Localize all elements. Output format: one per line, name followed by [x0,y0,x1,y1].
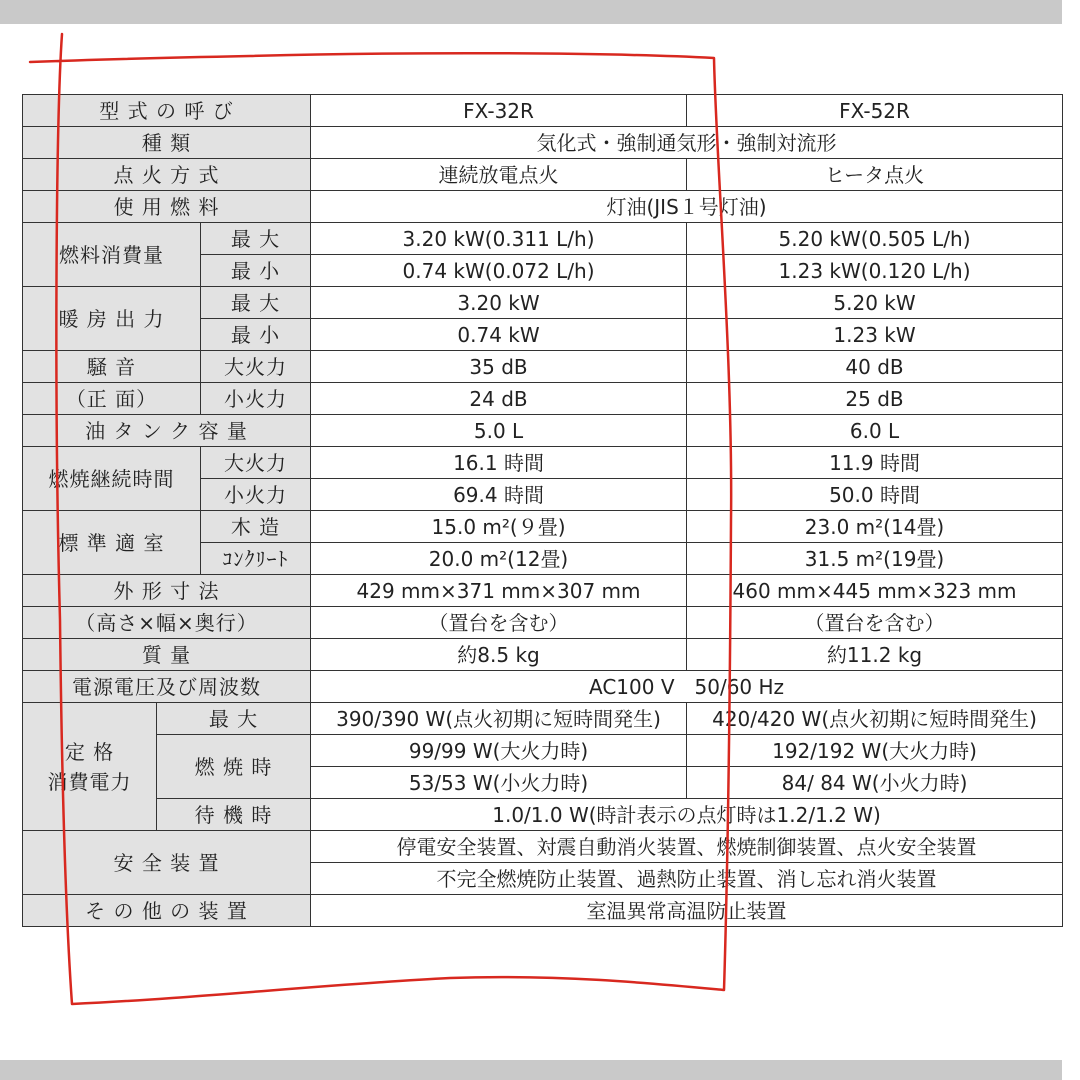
value-fuel-consumption-min-fx32: 0.74 kW(0.072 L/h) [311,255,687,287]
value-dimensions-fx52-line2: （置台を含む） [687,607,1063,639]
row-rated-max [23,703,1063,735]
value-rated-standby: 1.0/1.0 W(時計表示の点灯時は1.2/1.2 W) [311,799,1063,831]
row-model-name [23,95,1063,127]
value-mass-fx52: 約11.2 kg [687,639,1063,671]
value-noise-high-fx52: 40 dB [687,351,1063,383]
row-room-wood [23,511,1063,543]
sublabel-noise-low: 小火力 [201,383,311,415]
value-heating-min-fx32: 0.74 kW [311,319,687,351]
label-model-name: 型 式 の 呼 び [23,95,311,127]
value-rated-max-fx52: 420/420 W(点火初期に短時間発生) [687,703,1063,735]
value-rated-burn-low-fx32: 53/53 W(小火力時) [311,767,687,799]
label-fuel-consumption: 燃料消費量 [23,223,201,287]
value-power-supply: AC100 V 50/60 Hz [311,671,1063,703]
sublabel-rated-standby: 待 機 時 [157,799,311,831]
sublabel-fuel-max: 最 大 [201,223,311,255]
value-mass-fx32: 約8.5 kg [311,639,687,671]
label-rated-power-line2: 消費電力 [47,769,132,794]
value-safety-line2: 不完全燃焼防止装置、過熱防止装置、消し忘れ消火装置 [311,863,1063,895]
value-ignition-fx32: 連続放電点火 [311,159,687,191]
value-ignition-fx52: ヒータ点火 [687,159,1063,191]
label-power-supply: 電源電圧及び周波数 [23,671,311,703]
sublabel-room-concrete: ｺﾝｸﾘｰﾄ [201,543,311,575]
row-ignition [23,159,1063,191]
value-other: 室温異常高温防止装置 [311,895,1063,927]
label-mass: 質 量 [23,639,311,671]
value-burn-high-fx32: 16.1 時間 [311,447,687,479]
label-other: そ の 他 の 装 置 [23,895,311,927]
value-burn-high-fx52: 11.9 時間 [687,447,1063,479]
row-type [23,127,1063,159]
value-rated-max-fx32: 390/390 W(点火初期に短時間発生) [311,703,687,735]
sublabel-room-wood: 木 造 [201,511,311,543]
label-noise-line2: （正 面） [23,383,201,415]
value-noise-low-fx32: 24 dB [311,383,687,415]
row-fuel [23,191,1063,223]
value-heating-min-fx52: 1.23 kW [687,319,1063,351]
value-type: 気化式・強制通気形・強制対流形 [311,127,1063,159]
label-heating-output: 暖 房 出 力 [23,287,201,351]
sublabel-fuel-min: 最 小 [201,255,311,287]
sublabel-noise-high: 大火力 [201,351,311,383]
value-noise-low-fx52: 25 dB [687,383,1063,415]
value-burn-low-fx52: 50.0 時間 [687,479,1063,511]
value-room-concrete-fx32: 20.0 m²(12畳) [311,543,687,575]
row-dimensions-1 [23,575,1063,607]
sublabel-rated-burn: 燃 焼 時 [157,735,311,799]
value-room-wood-fx32: 15.0 m²(９畳) [311,511,687,543]
row-tank [23,415,1063,447]
value-dimensions-fx32-line2: （置台を含む） [311,607,687,639]
value-fuel-consumption-max-fx52: 5.20 kW(0.505 L/h) [687,223,1063,255]
row-rated-burn-high [23,735,1063,767]
value-room-concrete-fx52: 31.5 m²(19畳) [687,543,1063,575]
label-burn-time: 燃焼継続時間 [23,447,201,511]
value-rated-burn-high-fx52: 192/192 W(大火力時) [687,735,1063,767]
label-type: 種 類 [23,127,311,159]
value-tank-fx32: 5.0 L [311,415,687,447]
label-rated-power [23,703,157,831]
spec-table [22,94,1063,927]
sublabel-heating-max: 最 大 [201,287,311,319]
value-rated-burn-low-fx52: 84/ 84 W(小火力時) [687,767,1063,799]
label-dimensions-line1: 外 形 寸 法 [23,575,311,607]
row-fuel-consumption-max [23,223,1063,255]
label-room: 標 準 適 室 [23,511,201,575]
value-fuel-consumption-min-fx52: 1.23 kW(0.120 L/h) [687,255,1063,287]
value-safety-line1: 停電安全装置、対震自動消火装置、燃焼制御装置、点火安全装置 [311,831,1063,863]
row-safety-1 [23,831,1063,863]
value-room-wood-fx52: 23.0 m²(14畳) [687,511,1063,543]
value-noise-high-fx32: 35 dB [311,351,687,383]
value-dimensions-fx32-line1: 429 mm×371 mm×307 mm [311,575,687,607]
row-noise-high [23,351,1063,383]
sublabel-burn-low: 小火力 [201,479,311,511]
value-fuel: 灯油(JIS１号灯油) [311,191,1063,223]
label-dimensions-line2: （高さ×幅×奥行） [23,607,311,639]
value-heating-max-fx52: 5.20 kW [687,287,1063,319]
sublabel-rated-max: 最 大 [157,703,311,735]
sublabel-heating-min: 最 小 [201,319,311,351]
label-noise-line1: 騒 音 [23,351,201,383]
value-dimensions-fx52-line1: 460 mm×445 mm×323 mm [687,575,1063,607]
value-tank-fx52: 6.0 L [687,415,1063,447]
label-tank: 油 タ ン ク 容 量 [23,415,311,447]
label-safety: 安 全 装 置 [23,831,311,895]
row-other [23,895,1063,927]
sublabel-burn-high: 大火力 [201,447,311,479]
value-rated-burn-high-fx32: 99/99 W(大火力時) [311,735,687,767]
model-fx52r: FX-52R [687,95,1063,127]
model-fx32r: FX-32R [311,95,687,127]
bottom-gray-bar [0,1060,1062,1080]
row-noise-low [23,383,1063,415]
value-heating-max-fx32: 3.20 kW [311,287,687,319]
top-gray-bar [0,0,1062,24]
row-power-supply [23,671,1063,703]
label-rated-power-line1: 定 格 [64,739,115,764]
label-ignition: 点 火 方 式 [23,159,311,191]
row-heating-output-max [23,287,1063,319]
row-dimensions-2 [23,607,1063,639]
row-mass [23,639,1063,671]
value-fuel-consumption-max-fx32: 3.20 kW(0.311 L/h) [311,223,687,255]
row-burn-time-high [23,447,1063,479]
row-rated-standby [23,799,1063,831]
label-fuel: 使 用 燃 料 [23,191,311,223]
value-burn-low-fx32: 69.4 時間 [311,479,687,511]
